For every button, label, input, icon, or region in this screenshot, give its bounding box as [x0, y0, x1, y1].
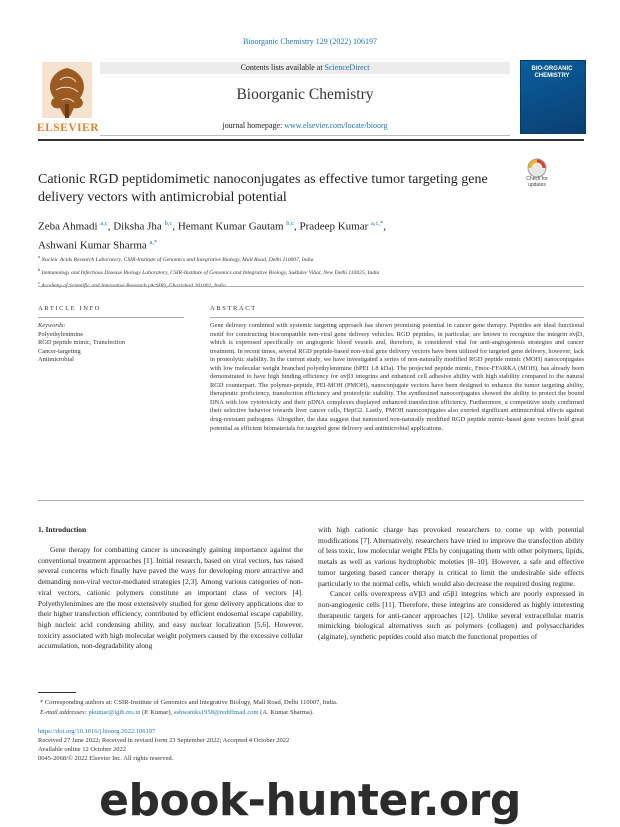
author-affiliation-sup[interactable]: a,* — [149, 238, 158, 246]
author-affiliation-sup[interactable]: a,c,* — [371, 220, 384, 227]
cover-title: BIO-ORGANIC CHEMISTRY — [531, 66, 573, 79]
affiliation-item: c — [38, 279, 40, 285]
introduction-heading: 1. Introduction — [38, 525, 87, 534]
corresponding-author-note: * Corresponding authors at: CSIR-Institute of Genomics and Integrative Biology, Mall Road, Delhi 110007, India. — [40, 699, 338, 706]
keyword-item: Antimicrobial — [38, 356, 74, 364]
affiliation-divider — [38, 286, 584, 287]
introduction-column-left: Gene therapy for combatting cancer is unceasingly gaining importance against the conventional treatment approaches [1]. Initial research, based on viral vectors, has raised several concerns which finally have paved the ways for developing more attractive and demanding non-viral vector-mediated strategies [2,3]. Among various categories of non-viral vectors, cationic polymers constitute an important class of vectors [4]. Polyethylenimines are the most extensively studied for gene delivery applications due to their higher transfection efficiency, contributed by efficient endosomal escape capability, high nucleic acid condensing ability, and easy nuclear localization [5,6]. However, toxicity associated with high molecular weight polymers caused by the excessive cellular accumulation, non-degradability along — [38, 545, 303, 651]
introduction-column-right — [318, 525, 584, 643]
abstract-heading: ABSTRACT — [210, 305, 257, 312]
introduction-paragraph: Cancer cells overexpress αVβ3 and α5β1 integrins which are poorly expressed in non-angiogenic cells [11]. Therefore, these integrins are considered as highly interesting therapeutic targets for anti-cancer approaches [12]. Unlike several extracellular matrix mimicking biological alternatives such as polymers (collagen) and polysaccharides (alginate), synthetic peptides could also match the functional properties of — [318, 589, 584, 642]
article-info-divider — [38, 317, 184, 318]
header-divider — [38, 139, 584, 141]
author-name[interactable]: Hemant Kumar Gautam — [177, 220, 284, 233]
author-name[interactable]: Pradeep Kumar — [299, 220, 369, 233]
keywords-heading: Keywords: — [38, 322, 66, 329]
abstract-divider — [210, 317, 584, 318]
introduction-paragraph: with high cationic charge has provoked researchers to come up with potential modifications [7]. Alternatively, researchers have tried to improve the transfection ability of less toxic, low molecular weight PEIs by conjugating them with other polymers, lipids, metals as well as various hydrophobic moieties [8–10]. However, a safe and effective tumor targeting based cancer therapy is critical to limit the undesirable side effects particularly to the normal cells, which would also decrease the required dosing regime. — [318, 525, 584, 588]
affiliation-item: $^b$ Immunology and Infectious Disease Biology Laboratory, CSIR-Institute of Genomics and Integrative Biology, Sukhdev Vihar, New Delhi 110025, India — [38, 266, 380, 276]
contents-line — [100, 63, 510, 72]
journal-reference[interactable]: Bioorganic Chemistry 129 (2022) 106197 — [242, 37, 378, 46]
footnote-divider — [38, 692, 76, 693]
corresponding-footnote — [40, 698, 580, 717]
author-list: Zeba Ahmadi $^{a,c}$, Diksha Jha $^{b,c}$, Hemant Kumar Gautam $^{b,c}$, Pradeep Kumar $^{a,c,*}$, Ashwani Kumar Sharma $^{a,*}$ — [38, 220, 387, 252]
article-title: Cationic RGD peptidomimetic nanoconjugates as effective tumor targeting gene delivery vectors with antimicrobial potential — [38, 172, 488, 205]
watermark: ebook-hunter.org — [99, 775, 521, 826]
keyword-item: Cancer-targeting — [38, 347, 81, 355]
copyright-line: 0045-2068/© 2022 Elsevier Inc. All rights reserved. — [38, 755, 174, 762]
homepage-prefix: journal homepage: — [222, 121, 285, 130]
sciencedirect-link[interactable]: ScienceDirect — [324, 63, 370, 72]
author-name[interactable]: Zeba Ahmadi — [38, 220, 98, 233]
author-name[interactable]: Ashwani Kumar Sharma — [38, 239, 147, 252]
keyword-item: Polyethylenimine — [38, 330, 84, 338]
abstract-text: Gene delivery combined with systemic targeting approach has shown promising potential in cancer gene therapy. Peptides are ideal functional motif for constructing biocompatible non-viral gene delivery vehicles. RGD peptides, in particular, are known to recognize the integrin αvβ3, which is expressed specifically on angiogenic blood vessels and, therefore, is considered vital for anti-angiogenesis strategies and cancer treatment. In recent times, several RGD peptide-based non-viral gene delivery vectors have been utilized for targeted gene delivery, however, lack in proteolytic stability. In the current study, we have investigated a series of non-naturally modified RGD peptide mimic (MOH) nanoconjugates with low molecular weight branched polyethylenimine (bPEI 1.8 kDa). The projected peptide mimic, Fmoc-FFARKA (MOH), has already been demonstrated to have high binding efficiency for αvβ3 integrins and enhanced cell adhesive ability with high stability compared to the natural RGD counterpart. The polymer-peptide, PEI-MOH (PMOH), nanoconjugate vectors have been designed to enhance the tumor targeting ability, therapeutic proficiency, transfection efficiency and proteolytic stability. The synthesized nanoconjugates showed the ability to protect the bound DNA with low cytotoxicity and their pDNA complexes displayed enhanced transfection efficiency. Furthermore, a competitive study confirmed their selective behavior towards liver cancer cells, HepG2. Lastly, PMOH nanoconjugates also exerted significant antimicrobial effects against drug-resistant pathogens. Altogether, the data suggest that nanosized non-naturally modified RGD peptide mimic-based gene vectors hold great potential as efficient biomaterials for targeted gene delivery and antimicrobial applications. — [210, 322, 584, 432]
publisher-logo-text: ELSEVIER — [36, 122, 100, 134]
email-line: E-mail addresses: pkumar@igib.res.in (P. Kumar), ashwaniks1958@rediffmail.com (A. Kumar Sharma). — [40, 708, 314, 716]
article-info-heading: ARTICLE INFO — [38, 305, 102, 312]
journal-homepage-line — [100, 121, 510, 130]
author-name[interactable]: Diksha Jha — [113, 220, 162, 233]
affiliations — [38, 252, 584, 291]
doi-link[interactable]: https://doi.org/10.1016/j.bioorg.2022.106197 — [38, 728, 156, 735]
email-link[interactable]: pkumar@igib.res.in — [88, 708, 141, 716]
publication-info — [38, 727, 578, 763]
available-online: Available online 12 October 2022 — [38, 746, 126, 753]
author-affiliation-sup[interactable]: b,c — [286, 220, 295, 227]
affiliation-item: $^a$ Nucleic Acids Research Laboratory, CSIR-Institute of Genomics and Integrative Biology, Mall Road, Delhi 110007, India — [38, 254, 314, 263]
received-dates: Received 27 June 2022; Received in revised form 23 September 2022; Accepted 4 October 2022 — [38, 737, 290, 744]
keywords-block — [38, 322, 184, 365]
homepage-link[interactable]: www.elsevier.com/locate/bioorg — [284, 121, 388, 130]
check-for-updates-label[interactable]: Check for updates — [526, 176, 548, 188]
author-affiliation-sup[interactable]: b,c — [164, 220, 173, 227]
journal-title: Bioorganic Chemistry — [236, 86, 374, 103]
keyword-item: RGD peptide mimic, Transfection — [38, 339, 125, 347]
contents-prefix: Contents lists available at — [240, 63, 325, 72]
email-link[interactable]: ashwaniks1958@rediffmail.com — [173, 708, 259, 716]
author-affiliation-sup[interactable]: a,c — [100, 220, 108, 227]
abstract-bottom-divider — [38, 500, 584, 501]
